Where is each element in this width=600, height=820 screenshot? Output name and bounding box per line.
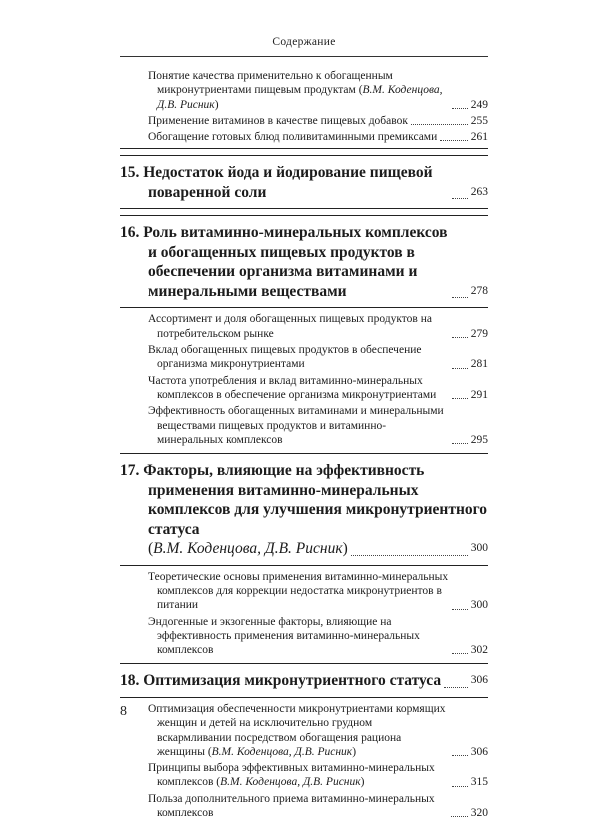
subsection-entry[interactable] xyxy=(148,615,488,658)
dot-leader xyxy=(452,754,468,756)
chapter-section xyxy=(120,155,488,209)
subsection-title: Принципы выбора эффективных витаминно-минеральных комплексов ( xyxy=(148,762,435,789)
dot-leader xyxy=(452,608,468,610)
entry-text xyxy=(120,163,449,202)
chapter-heading[interactable] xyxy=(120,223,488,301)
page-reference: 281 xyxy=(470,358,488,371)
header-rule xyxy=(120,56,488,57)
chapter-number: 16. xyxy=(120,224,140,242)
dot-leader xyxy=(452,107,468,109)
chapter-number: 17. xyxy=(120,462,140,480)
subsection-title: Оптимизация обеспеченности микронутриентами кормящих женщин и детей на исключительно грудном вскармливании посредством обогащения рациона женщины ( xyxy=(148,702,446,758)
subsection-title: Польза дополнительного приема витаминно-минеральных комплексов xyxy=(148,792,435,820)
dot-leader xyxy=(452,367,468,369)
chapter-title: Оптимизация микронутриентного статуса xyxy=(143,672,442,690)
page-reference: 295 xyxy=(470,433,488,446)
subsection xyxy=(148,570,488,613)
chapter-subsections xyxy=(120,566,488,658)
subsection xyxy=(148,114,488,128)
chapter-heading[interactable] xyxy=(120,671,488,691)
entry-text xyxy=(148,792,448,820)
chapter-title: Факторы, влияющие на эффективность применения витаминно-минеральных комплексов для улучшения микронутриентного статуса xyxy=(143,462,488,538)
dot-leader xyxy=(452,336,468,338)
dot-leader xyxy=(452,296,468,298)
authors: В.М. Коденцова, Д.В. Рисник xyxy=(211,745,353,758)
chapter-title: Роль витаминно-минеральных комплексов и обогащенных пищевых продуктов в обеспечении организма витаминами и минеральными веществами xyxy=(143,224,448,300)
subsection-title: Эффективность обогащенных витаминами и минеральными веществами пищевых продуктов и витаминно-минеральных комплексов xyxy=(148,405,444,446)
entry-text xyxy=(148,130,437,144)
subsection-entry[interactable] xyxy=(148,130,488,144)
running-head: Содержание xyxy=(272,36,336,48)
page-reference: 320 xyxy=(470,807,488,820)
subsection xyxy=(148,312,488,341)
chapter-heading[interactable] xyxy=(120,163,488,202)
subsection-entry[interactable] xyxy=(148,114,488,128)
subsection-title: Теоретические основы применения витаминно-минеральных комплексов для коррекции недостатка микронутриентов в питании xyxy=(148,570,449,612)
subsection xyxy=(148,343,488,372)
table-of-contents xyxy=(120,69,488,820)
dot-leader xyxy=(452,785,468,787)
page-reference: 249 xyxy=(470,98,488,111)
closing-paren: ) xyxy=(342,540,348,558)
continued-section xyxy=(120,69,488,149)
subsection-entry[interactable] xyxy=(148,570,488,613)
subsection-entry[interactable] xyxy=(148,702,488,759)
subsection-entry[interactable] xyxy=(148,69,488,112)
page-reference: 279 xyxy=(470,327,488,340)
entry-text xyxy=(148,343,449,372)
chapter-number: 18. xyxy=(120,672,140,690)
entry-text xyxy=(120,223,449,301)
page-reference: 315 xyxy=(470,776,488,789)
authors: В.М. Коденцова, Д.В. Рисник xyxy=(153,540,343,558)
chapter-section xyxy=(120,215,488,308)
subsection xyxy=(148,761,488,790)
dot-leader xyxy=(452,442,468,444)
authors: В.М. Коденцова, Д.В. Рисник xyxy=(220,776,361,789)
page-reference: 263 xyxy=(470,185,488,198)
entry-text xyxy=(148,114,408,128)
subsection xyxy=(148,374,488,403)
subsection xyxy=(148,615,488,658)
page-reference: 300 xyxy=(470,542,488,555)
subsection-entry[interactable] xyxy=(148,312,488,341)
page-reference: 306 xyxy=(470,674,488,687)
dot-leader xyxy=(444,686,468,688)
entry-text xyxy=(148,702,449,759)
chapter-subsections xyxy=(120,698,488,820)
entry-text xyxy=(148,374,449,403)
subsection xyxy=(148,702,488,759)
dot-leader xyxy=(452,397,468,399)
chapter-section xyxy=(120,663,488,698)
subsection-title: Понятие качества применительно к обогащенным микронутриентами пищевым продуктам ( xyxy=(148,70,393,97)
subsection-title: Ассортимент и доля обогащенных пищевых продуктов на потребительском рынке xyxy=(148,313,432,340)
entry-text xyxy=(120,539,348,559)
page-reference: 261 xyxy=(470,131,488,144)
subsection-title: Обогащение готовых блюд поливитаминными премиксами xyxy=(148,131,438,144)
subsection-entry[interactable] xyxy=(148,374,488,403)
page-reference: 255 xyxy=(470,114,488,127)
subsection-entry[interactable] xyxy=(148,404,488,447)
page-reference: 306 xyxy=(470,745,488,758)
page-reference: 278 xyxy=(470,284,488,297)
dot-leader xyxy=(411,123,468,125)
chapter-authors[interactable] xyxy=(120,539,488,559)
entry-text xyxy=(120,461,488,539)
subsection-title: Эндогенные и экзогенные факторы, влияющие на эффективность применения витаминно-минеральных комплексов xyxy=(148,615,420,657)
authors: В.М. Коденцова, Д.В. Рисник xyxy=(157,84,443,111)
page-reference: 300 xyxy=(470,599,488,612)
subsection xyxy=(148,130,488,144)
entry-text xyxy=(148,69,449,112)
entry-text xyxy=(148,761,449,790)
chapter-number: 15. xyxy=(120,164,140,182)
chapter-subsections xyxy=(120,308,488,447)
dot-leader xyxy=(452,652,468,654)
dot-leader xyxy=(451,815,468,817)
chapter-section xyxy=(120,453,488,566)
page-reference: 291 xyxy=(470,388,488,401)
dot-leader xyxy=(440,139,468,141)
open-paren: ( xyxy=(148,540,154,558)
subsection-entry[interactable] xyxy=(148,343,488,372)
subsection xyxy=(148,404,488,447)
closing-paren: ) xyxy=(360,776,365,789)
entry-text xyxy=(148,404,449,447)
chapter-heading[interactable] xyxy=(120,461,488,539)
subsection-entry[interactable] xyxy=(148,792,488,820)
subsection xyxy=(148,69,488,112)
subsection-title: Вклад обогащенных пищевых продуктов в обеспечение организма микронутриентами xyxy=(148,344,422,371)
entry-text xyxy=(120,671,441,691)
page-number: 8 xyxy=(120,704,127,719)
entry-text xyxy=(148,570,449,613)
page-reference: 302 xyxy=(470,644,488,657)
subsection xyxy=(148,792,488,820)
entry-text xyxy=(148,312,449,341)
closing-paren: ) xyxy=(352,745,357,758)
subsection-title: Применение витаминов в качестве пищевых добавок xyxy=(148,114,408,127)
dot-leader xyxy=(452,197,468,199)
closing-paren: ) xyxy=(214,98,219,111)
chapter-title: Недостаток йода и йодирование пищевой поваренной соли xyxy=(143,164,433,201)
dot-leader xyxy=(351,554,468,556)
entry-text xyxy=(148,615,449,658)
subsection-title: Частота употребления и вклад витаминно-минеральных комплексов в обеспечение организма микронутриентами xyxy=(148,374,437,401)
subsection-entry[interactable] xyxy=(148,761,488,790)
